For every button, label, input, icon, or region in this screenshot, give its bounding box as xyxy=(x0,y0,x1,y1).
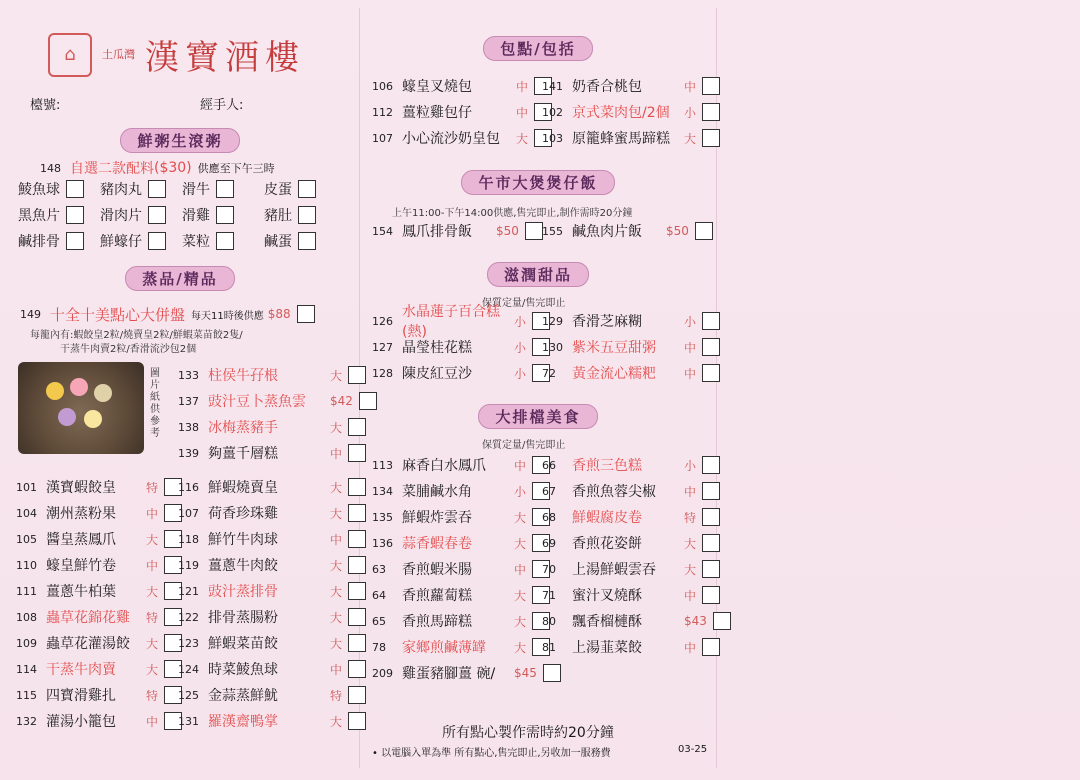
item-tag: 大 xyxy=(516,131,529,146)
item-name: 薑粒雞包仔 xyxy=(402,105,472,121)
item-number: 114 xyxy=(16,662,37,676)
item-name: 奶香合桃包 xyxy=(572,79,642,95)
congee-option: 鯪魚球 xyxy=(18,178,84,200)
menu-item-row xyxy=(178,710,366,732)
congee-checkbox[interactable] xyxy=(216,180,234,198)
item-name: 麻香白水鳳爪 xyxy=(402,458,486,474)
column-2 xyxy=(362,0,714,780)
menu-item-row xyxy=(372,636,550,658)
item-number: 67 xyxy=(542,484,556,498)
item-tag: 大 xyxy=(330,636,343,651)
item-name: 家鄉煎鹹薄罉 xyxy=(402,640,486,656)
item-name: 蟲草花錦花雞 xyxy=(46,610,130,626)
fried-note: 保質定量/售完即止 xyxy=(482,440,566,451)
item-number: 101 xyxy=(16,480,37,494)
item-tag: 中 xyxy=(684,588,697,603)
item-tag: 大 xyxy=(514,536,527,551)
item-name: 時菜鯪魚球 xyxy=(208,662,278,678)
congee-option: 鹹蛋 xyxy=(264,230,316,252)
item-name: 黃金流心糯粑 xyxy=(572,366,656,382)
claypot-note: 上午11:00-下午14:00供應,售完即止,制作需時20分鐘 xyxy=(392,208,633,219)
item-name: 鮮蝦炸雲吞 xyxy=(402,510,472,526)
item-number: 113 xyxy=(372,458,393,472)
congee-option: 豬肉丸 xyxy=(100,178,166,200)
dim-sum-photo xyxy=(18,362,144,454)
menu-item-row xyxy=(16,658,182,680)
item-name: 四寶滑雞扎 xyxy=(46,688,116,704)
item-tag: 特 xyxy=(146,688,159,703)
menu-item-row xyxy=(542,480,720,502)
item-name: 鹹魚肉片飯 xyxy=(572,224,642,240)
menu-code: 03-25 xyxy=(678,744,708,755)
item-number: 102 xyxy=(542,105,563,119)
item-name: 菜脯鹹水角 xyxy=(402,484,472,500)
item-tag: 大 xyxy=(146,584,159,599)
item-tag: 小 xyxy=(684,105,697,120)
item-name: 冰梅蒸豬手 xyxy=(208,420,278,436)
item-tag: 中 xyxy=(684,640,697,655)
menu-item-row xyxy=(178,502,366,524)
item-number: 123 xyxy=(178,636,199,650)
item-number: 121 xyxy=(178,584,199,598)
menu-item-row xyxy=(542,310,720,332)
menu-item-row xyxy=(178,364,366,386)
item-number: 80 xyxy=(542,614,556,628)
menu-item-row xyxy=(542,362,720,384)
menu-item-row xyxy=(16,606,182,628)
menu-item-row xyxy=(372,610,550,632)
item-checkbox[interactable] xyxy=(695,222,713,240)
menu-item-row xyxy=(178,416,366,438)
item-name: 薑蔥牛柏葉 xyxy=(46,584,116,600)
item-tag: $50 xyxy=(496,224,519,238)
congee-option: 菜粒 xyxy=(182,230,234,252)
staff-label: 經手人: xyxy=(200,98,244,113)
item-tag: 大 xyxy=(684,562,697,577)
menu-item-row xyxy=(542,127,720,149)
congee-option: 滑肉片 xyxy=(100,204,166,226)
item-number: 139 xyxy=(178,446,199,460)
menu-item-row xyxy=(372,532,550,554)
item-tag: 大 xyxy=(330,584,343,599)
item-name: 夠薑千層糕 xyxy=(208,446,278,462)
congee-banner: 鮮粥生滾粥 xyxy=(92,128,268,152)
menu-item-row xyxy=(178,632,366,654)
item-number: 209 xyxy=(372,666,393,680)
item-number: 154 xyxy=(372,224,393,238)
item-tag: $50 xyxy=(666,224,689,238)
item-number: 68 xyxy=(542,510,556,524)
item-tag: 大 xyxy=(514,640,527,655)
item-number: 130 xyxy=(542,340,563,354)
congee-checkbox[interactable] xyxy=(66,232,84,250)
item-tag: 中 xyxy=(684,366,697,381)
item-tag: 大 xyxy=(146,662,159,677)
item-name: 飄香榴槤酥 xyxy=(572,614,642,630)
item-number: 70 xyxy=(542,562,556,576)
claypot-banner: 午市大煲煲仔飯 xyxy=(442,170,634,194)
item-name: 鮮蝦菜苗餃 xyxy=(208,636,278,652)
item-number: 131 xyxy=(178,714,199,728)
menu-item-row xyxy=(372,304,550,340)
item-name: 上湯鮮蝦雲吞 xyxy=(572,562,656,578)
item-name: 醬皇蒸鳳爪 xyxy=(46,532,116,548)
item-number: 64 xyxy=(372,588,386,602)
item-name: 鮮蝦燒賣皇 xyxy=(208,480,278,496)
item-tag: 中 xyxy=(514,458,527,473)
item-name: 晶瑩桂花糕 xyxy=(402,340,472,356)
item-number: 119 xyxy=(178,558,199,572)
item-tag: 小 xyxy=(684,314,697,329)
item-tag: 大 xyxy=(514,588,527,603)
menu-item-row xyxy=(372,454,550,476)
item-name: 鮮蝦腐皮卷 xyxy=(572,510,642,526)
item-tag: 大 xyxy=(330,480,343,495)
item-name: 香煎魚蓉尖椒 xyxy=(572,484,656,500)
menu-item-row xyxy=(16,502,182,524)
item-number: 135 xyxy=(372,510,393,524)
small-brand: 土瓜灣 xyxy=(102,47,135,61)
item-number: 127 xyxy=(372,340,393,354)
item-tag: 中 xyxy=(330,662,343,677)
menu-item-row xyxy=(542,610,731,632)
item-name: 水晶蓮子百合糕(熱) xyxy=(402,304,500,340)
item-tag: 小 xyxy=(514,314,527,329)
item-number: 112 xyxy=(372,105,393,119)
item-number: 134 xyxy=(372,484,393,498)
item-checkbox[interactable] xyxy=(543,664,561,682)
item-tag: $43 xyxy=(684,614,707,628)
item-tag: 大 xyxy=(330,610,343,625)
item-number: 125 xyxy=(178,688,199,702)
item-number: 118 xyxy=(178,532,199,546)
item-tag: 特 xyxy=(146,610,159,625)
item-number: 78 xyxy=(372,640,386,654)
fried-banner: 大排檔美食 xyxy=(452,404,624,428)
photo-note: 圖片紙供參考 xyxy=(150,368,160,439)
item-name: 原籠蜂蜜馬蹄糕 xyxy=(572,131,670,147)
item-name: 鳳爪排骨飯 xyxy=(402,224,472,240)
item-name: 蒜香蝦春卷 xyxy=(402,536,472,552)
steamed-banner: 蒸品/精品 xyxy=(98,266,262,290)
brand-name: 漢寶酒樓 xyxy=(145,38,305,78)
congee-option: 皮蛋 xyxy=(264,178,316,200)
menu-item-row xyxy=(542,584,720,606)
congee-checkbox[interactable] xyxy=(148,180,166,198)
item-tag: 大 xyxy=(146,532,159,547)
prep-time-footer: 所有點心製作需時約20分鐘 xyxy=(442,725,614,741)
congee-checkbox[interactable] xyxy=(216,206,234,224)
menu-item-row xyxy=(178,476,366,498)
congee-custom-row: 148 自選二款配料 ($30) 供應至下午三時 xyxy=(40,160,275,177)
item-number: 141 xyxy=(542,79,563,93)
brand-header xyxy=(48,30,305,79)
item-number: 136 xyxy=(372,536,393,550)
item-tag: 中 xyxy=(146,714,159,729)
dessert-banner: 滋潤甜品 xyxy=(462,262,614,286)
menu-item-row xyxy=(16,554,182,576)
item-tag: $42 xyxy=(330,394,353,408)
checkbox[interactable] xyxy=(297,305,315,323)
menu-item-row xyxy=(178,658,366,680)
congee-option: 鮮蠔仔 xyxy=(100,230,166,252)
item-number: 111 xyxy=(16,584,37,598)
item-tag: 大 xyxy=(330,420,343,435)
menu-item-row xyxy=(372,506,550,528)
item-tag: 特 xyxy=(146,480,159,495)
item-name: 荷香珍珠雞 xyxy=(208,506,278,522)
congee-option: 滑雞 xyxy=(182,204,234,226)
item-number: 109 xyxy=(16,636,37,650)
item-tag: 中 xyxy=(516,105,529,120)
item-tag: 大 xyxy=(684,536,697,551)
item-tag: 中 xyxy=(146,558,159,573)
table-no-label: 檯號: xyxy=(30,98,61,113)
item-name: 香滑芝麻糊 xyxy=(572,314,642,330)
item-name: 香煎蝦米腸 xyxy=(402,562,472,578)
item-number: 129 xyxy=(542,314,563,328)
menu-item-row xyxy=(16,632,182,654)
policy-footer: • 以電腦入單為準 所有點心,售完即止,另收加一服務費 xyxy=(372,748,611,759)
item-number: 137 xyxy=(178,394,199,408)
item-tag: 大 xyxy=(684,131,697,146)
menu-item-row xyxy=(178,606,366,628)
item-tag: 小 xyxy=(684,458,697,473)
congee-checkbox[interactable] xyxy=(298,180,316,198)
item-name: 干蒸牛肉賣 xyxy=(46,662,116,678)
congee-option: 豬肚 xyxy=(264,204,316,226)
item-number: 71 xyxy=(542,588,556,602)
congee-checkbox[interactable] xyxy=(148,206,166,224)
item-number: 155 xyxy=(542,224,563,238)
menu-item-row xyxy=(372,336,550,358)
item-number: 138 xyxy=(178,420,199,434)
item-name: 漢寶蝦餃皇 xyxy=(46,480,116,496)
item-name: 灌湯小籠包 xyxy=(46,714,116,730)
item-number: 133 xyxy=(178,368,199,382)
item-checkbox[interactable] xyxy=(525,222,543,240)
item-number: 106 xyxy=(372,79,393,93)
item-number: 132 xyxy=(16,714,37,728)
item-tag: 大 xyxy=(330,558,343,573)
menu-item-row xyxy=(16,684,182,706)
item-name: 蜜汁叉燒酥 xyxy=(572,588,642,604)
item-tag: 大 xyxy=(330,368,343,383)
item-tag: 中 xyxy=(330,532,343,547)
item-name: 香煎花姿餅 xyxy=(572,536,642,552)
baked-banner: 包點/包括 xyxy=(458,36,618,60)
item-name: 蠔皇鮮竹卷 xyxy=(46,558,116,574)
item-tag: 中 xyxy=(146,506,159,521)
item-number: 103 xyxy=(542,131,563,145)
menu-item-row xyxy=(178,554,366,576)
item-name: 鮮竹牛肉球 xyxy=(208,532,278,548)
menu-item-row xyxy=(178,580,366,602)
menu-item-row xyxy=(542,532,720,554)
item-name: 潮州蒸粉果 xyxy=(46,506,116,522)
menu-item-row xyxy=(542,336,720,358)
menu-item-row xyxy=(372,220,543,242)
congee-checkbox[interactable] xyxy=(148,232,166,250)
item-name: 小心流沙奶皇包 xyxy=(402,131,500,147)
item-name: 蟲草花灌湯餃 xyxy=(46,636,130,652)
column-3 xyxy=(718,0,1080,780)
item-name: 香煎蘿蔔糕 xyxy=(402,588,472,604)
menu-item-row xyxy=(372,662,561,684)
item-name: 京式菜肉包/2個 xyxy=(572,105,670,121)
platter-note-2: 干蒸牛肉賣2粒/香滑流沙包2個 xyxy=(60,344,197,355)
item-name: 羅漢齋鴨掌 xyxy=(208,714,278,730)
item-tag: 中 xyxy=(516,79,529,94)
item-tag: $45 xyxy=(514,666,537,680)
item-number: 66 xyxy=(542,458,556,472)
item-number: 81 xyxy=(542,640,556,654)
congee-checkbox[interactable] xyxy=(298,206,316,224)
item-tag: 中 xyxy=(684,484,697,499)
item-tag: 特 xyxy=(330,688,343,703)
item-tag: 中 xyxy=(684,79,697,94)
congee-option: 鹹排骨 xyxy=(18,230,84,252)
menu-item-row xyxy=(178,390,377,412)
item-number: 105 xyxy=(16,532,37,546)
item-number: 63 xyxy=(372,562,386,576)
item-number: 110 xyxy=(16,558,37,572)
item-number: 107 xyxy=(372,131,393,145)
menu-item-row xyxy=(542,636,720,658)
item-tag: 大 xyxy=(514,510,527,525)
menu-item-row xyxy=(16,528,182,550)
item-number: 104 xyxy=(16,506,37,520)
item-name: 柱侯牛孖根 xyxy=(208,368,278,384)
item-name: 雞蛋豬腳薑 碗/ xyxy=(402,666,496,682)
item-number: 126 xyxy=(372,314,393,328)
item-name: 陳皮紅豆沙 xyxy=(402,366,472,382)
item-name: 紫米五豆甜粥 xyxy=(572,340,656,356)
item-tag: 中 xyxy=(684,340,697,355)
item-number: 128 xyxy=(372,366,393,380)
menu-item-row xyxy=(542,101,720,123)
item-name: 香煎馬蹄糕 xyxy=(402,614,472,630)
menu-item-row xyxy=(372,584,550,606)
congee-checkbox[interactable] xyxy=(66,180,84,198)
item-tag: 中 xyxy=(330,446,343,461)
menu-item-row xyxy=(372,558,550,580)
menu-item-row xyxy=(372,127,552,149)
item-number: 108 xyxy=(16,610,37,624)
congee-checkbox[interactable] xyxy=(66,206,84,224)
menu-item-row xyxy=(178,528,366,550)
item-tag: 特 xyxy=(684,510,697,525)
item-name: 香煎三色糕 xyxy=(572,458,642,474)
menu-item-row xyxy=(178,442,366,464)
dessert-note: 保質定量/售完即止 xyxy=(482,298,566,309)
congee-checkbox[interactable] xyxy=(216,232,234,250)
congee-option: 滑牛 xyxy=(182,178,234,200)
item-number: 107 xyxy=(178,506,199,520)
item-tag: 中 xyxy=(514,562,527,577)
menu-item-row xyxy=(542,220,713,242)
menu-item-row xyxy=(16,476,182,498)
congee-checkbox[interactable] xyxy=(298,232,316,250)
menu-item-row xyxy=(542,75,720,97)
congee-option: 黑魚片 xyxy=(18,204,84,226)
item-number: 115 xyxy=(16,688,37,702)
item-tag: 大 xyxy=(146,636,159,651)
menu-item-row xyxy=(16,580,182,602)
menu-item-row xyxy=(542,454,720,476)
item-name: 金蒜蒸鮮魷 xyxy=(208,688,278,704)
menu-item-row xyxy=(542,558,720,580)
item-tag: 小 xyxy=(514,484,527,499)
item-tag: 大 xyxy=(330,506,343,521)
item-number: 65 xyxy=(372,614,386,628)
item-name: 豉汁蒸排骨 xyxy=(208,584,278,600)
item-number: 122 xyxy=(178,610,199,624)
item-149-row: 149 十全十美點心大併盤 每天11時後供應 $88 xyxy=(20,303,315,325)
item-number: 72 xyxy=(542,366,556,380)
item-tag: 大 xyxy=(514,614,527,629)
item-name: 排骨蒸腸粉 xyxy=(208,610,278,626)
item-tag: 小 xyxy=(514,340,527,355)
menu-item-row xyxy=(16,710,182,732)
menu-item-row xyxy=(372,75,552,97)
item-name: 上湯韮菜餃 xyxy=(572,640,642,656)
item-number: 124 xyxy=(178,662,199,676)
item-tag: 小 xyxy=(514,366,527,381)
menu-item-row xyxy=(372,362,550,384)
menu-item-row xyxy=(178,684,366,706)
item-name: 蠔皇叉燒包 xyxy=(402,79,472,95)
item-tag: 大 xyxy=(330,714,343,729)
platter-note-1: 每籠內有:蝦餃皇2粒/燒賣皇2粒/鮮蝦菜苗餃2隻/ xyxy=(30,330,243,341)
item-name: 豉汁豆卜蒸魚雲 xyxy=(208,394,306,410)
item-number: 116 xyxy=(178,480,199,494)
item-name: 薑蔥牛肉餃 xyxy=(208,558,278,574)
menu-item-row xyxy=(372,101,552,123)
column-1 xyxy=(0,0,360,780)
item-number: 69 xyxy=(542,536,556,550)
menu-item-row xyxy=(372,480,550,502)
restaurant-logo: ⌂ xyxy=(48,33,92,77)
menu-item-row xyxy=(542,506,720,528)
